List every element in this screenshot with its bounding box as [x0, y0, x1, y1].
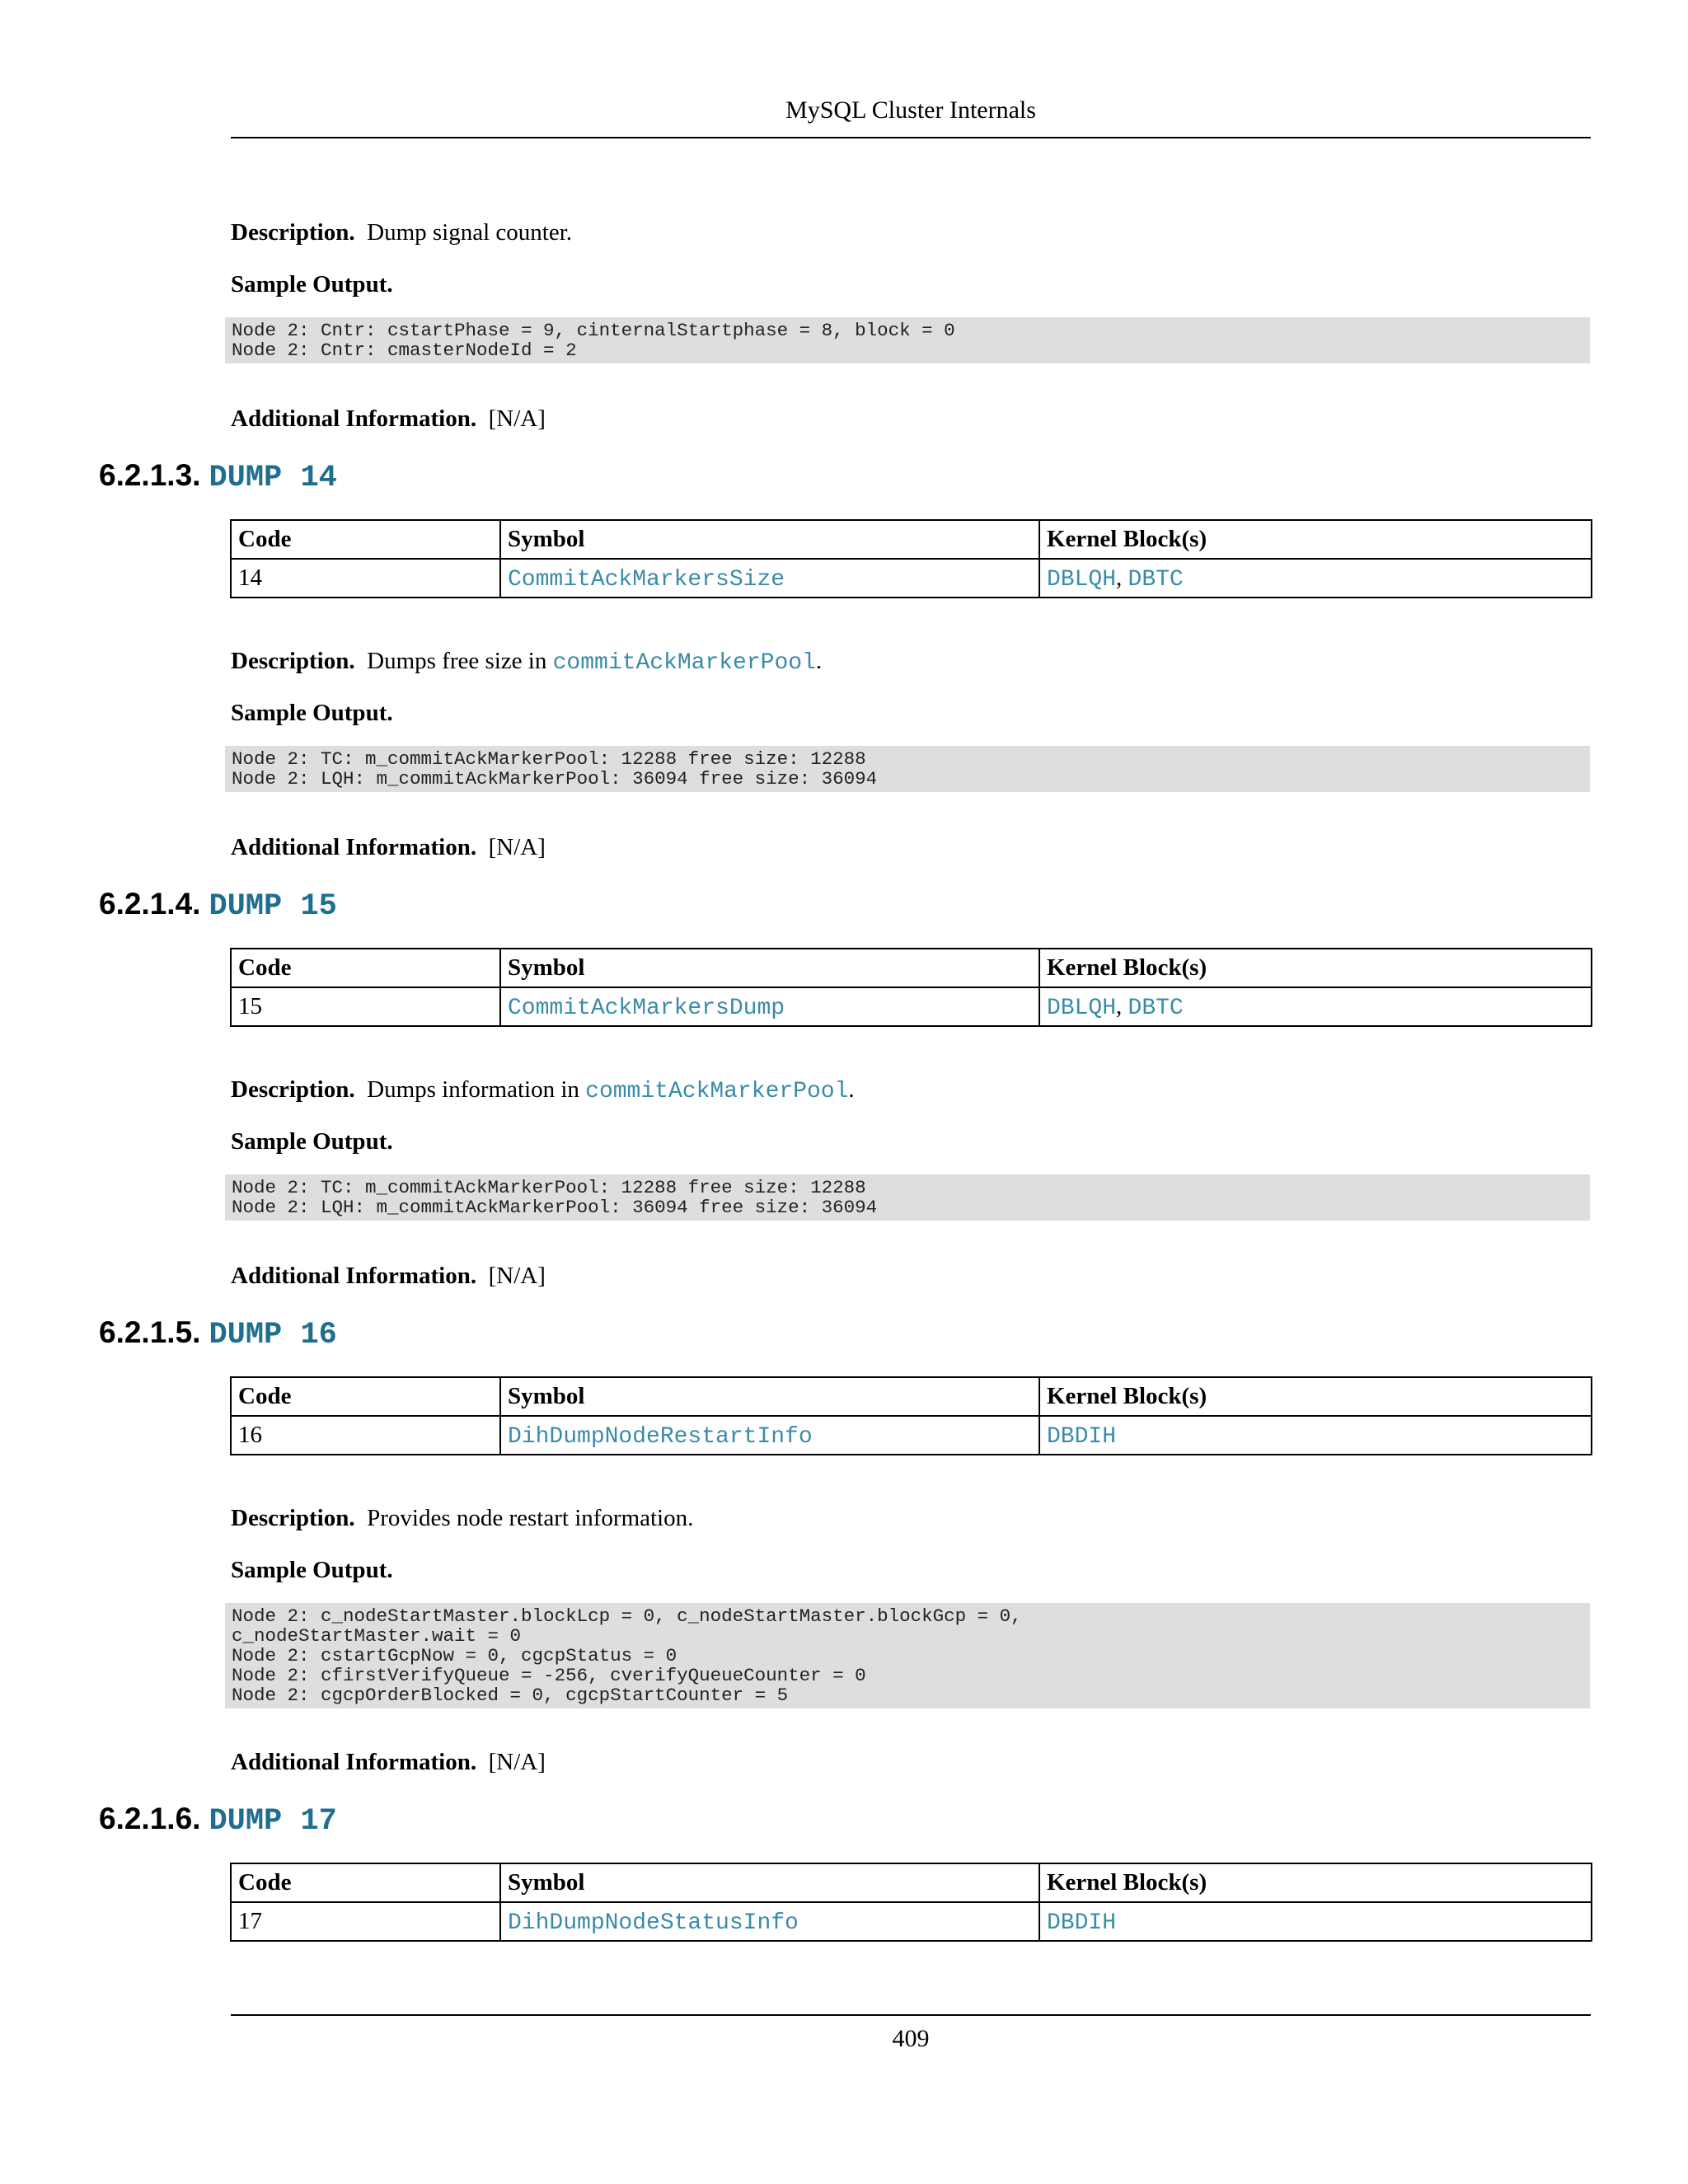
dump-15-description: Description. Dumps information in commitAckMarkerPool.	[231, 1076, 855, 1104]
col-code-header: Code	[231, 949, 500, 987]
col-code-header: Code	[231, 1377, 500, 1416]
dump-17-table	[230, 1863, 1592, 1942]
col-kernel-header: Kernel Block(s)	[1039, 1863, 1592, 1902]
section-heading-dump-14: 6.2.1.3. DUMP 14	[99, 458, 337, 495]
col-symbol-header: Symbol	[500, 1377, 1039, 1416]
intro-sample-output-heading: Sample Output.	[231, 271, 393, 298]
block-link[interactable]: DBTC	[1128, 995, 1184, 1021]
table-header-row	[231, 520, 1592, 559]
kernel-cell	[1039, 1902, 1592, 1941]
block-link[interactable]: DBDIH	[1047, 1423, 1117, 1450]
symbol-link[interactable]: DihDumpNodeRestartInfo	[508, 1423, 813, 1450]
block-link[interactable]: DBTC	[1128, 566, 1184, 593]
dump-15-sample-output-heading: Sample Output.	[231, 1128, 393, 1155]
header-rule	[231, 137, 1591, 138]
code-cell: 15	[231, 987, 500, 1026]
table-row	[231, 1902, 1592, 1941]
section-heading-dump-16: 6.2.1.5. DUMP 16	[99, 1315, 337, 1352]
col-kernel-header: Kernel Block(s)	[1039, 949, 1592, 987]
table-header-row	[231, 1377, 1592, 1416]
code-cell: 16	[231, 1416, 500, 1455]
block-link[interactable]: DBLQH	[1047, 995, 1117, 1021]
dump-16-sample-output-heading: Sample Output.	[231, 1557, 393, 1583]
pool-link[interactable]: commitAckMarkerPool	[552, 650, 816, 676]
dump-14-description: Description. Dumps free size in commitAckMarkerPool.	[231, 648, 823, 676]
pool-link[interactable]: commitAckMarkerPool	[585, 1079, 849, 1104]
dump-14-additional-info: Additional Information. [N/A]	[231, 834, 546, 860]
col-code-header: Code	[231, 1863, 500, 1902]
page-number: 409	[892, 2025, 930, 2052]
dump-14-sample-output-block: Node 2: TC: m_commitAckMarkerPool: 12288 free size: 12288 Node 2: LQH: m_commitAckMarkerPool: 36094 free size: 36094	[225, 746, 1590, 792]
intro-sample-output-block: Node 2: Cntr: cstartPhase = 9, cinternalStartphase = 8, block = 0 Node 2: Cntr: cmasterNodeId = 2	[225, 317, 1590, 363]
dump-15-sample-output-block: Node 2: TC: m_commitAckMarkerPool: 12288 free size: 12288 Node 2: LQH: m_commitAckMarkerPool: 36094 free size: 36094	[225, 1174, 1590, 1221]
dump-16-table	[230, 1376, 1592, 1455]
intro-description: Description. Dump signal counter.	[231, 219, 573, 246]
code-cell: 14	[231, 559, 500, 598]
col-code-header: Code	[231, 520, 500, 559]
dump-16-description: Description. Provides node restart information.	[231, 1505, 694, 1531]
block-link[interactable]: DBDIH	[1047, 1910, 1117, 1936]
col-symbol-header: Symbol	[500, 1863, 1039, 1902]
col-symbol-header: Symbol	[500, 520, 1039, 559]
dump-14-table	[230, 519, 1592, 598]
kernel-cell: DBLQH, DBTC	[1039, 987, 1592, 1026]
kernel-cell	[1039, 1416, 1592, 1455]
dump-16-sample-output-block: Node 2: c_nodeStartMaster.blockLcp = 0, c_nodeStartMaster.blockGcp = 0, c_nodeStartMaster.wait = 0 Node 2: cstartGcpNow = 0, cgcpStatus = 0 Node 2: cfirstVerifyQueue = -256, cverifyQueueCounter = 0 Node 2: cgcpOrderBlocked = 0, cgcpStartCounter = 5	[225, 1603, 1590, 1708]
dump-15-table	[230, 948, 1592, 1027]
intro-additional-info: Additional Information. [N/A]	[231, 405, 546, 432]
col-kernel-header: Kernel Block(s)	[1039, 520, 1592, 559]
table-row	[231, 1416, 1592, 1455]
col-symbol-header: Symbol	[500, 949, 1039, 987]
section-heading-dump-17: 6.2.1.6. DUMP 17	[99, 1802, 337, 1839]
dump-16-additional-info: Additional Information. [N/A]	[231, 1749, 546, 1775]
col-kernel-header: Kernel Block(s)	[1039, 1377, 1592, 1416]
symbol-link[interactable]: CommitAckMarkersDump	[508, 995, 785, 1021]
table-header-row	[231, 1863, 1592, 1902]
symbol-cell	[500, 1902, 1039, 1941]
section-heading-dump-15: 6.2.1.4. DUMP 15	[99, 887, 337, 924]
symbol-link[interactable]: DihDumpNodeStatusInfo	[508, 1910, 799, 1936]
table-header-row	[231, 949, 1592, 987]
block-link[interactable]: DBLQH	[1047, 566, 1117, 593]
table-row	[231, 559, 1592, 598]
kernel-cell: DBLQH, DBTC	[1039, 559, 1592, 598]
table-row	[231, 987, 1592, 1026]
symbol-cell	[500, 1416, 1039, 1455]
dump-15-additional-info: Additional Information. [N/A]	[231, 1263, 546, 1289]
symbol-link[interactable]: CommitAckMarkersSize	[508, 566, 785, 593]
symbol-cell	[500, 987, 1039, 1026]
dump-14-sample-output-heading: Sample Output.	[231, 700, 393, 726]
symbol-cell	[500, 559, 1039, 598]
running-header: MySQL Cluster Internals	[785, 96, 1036, 124]
footer-rule	[231, 2014, 1591, 2016]
code-cell: 17	[231, 1902, 500, 1941]
